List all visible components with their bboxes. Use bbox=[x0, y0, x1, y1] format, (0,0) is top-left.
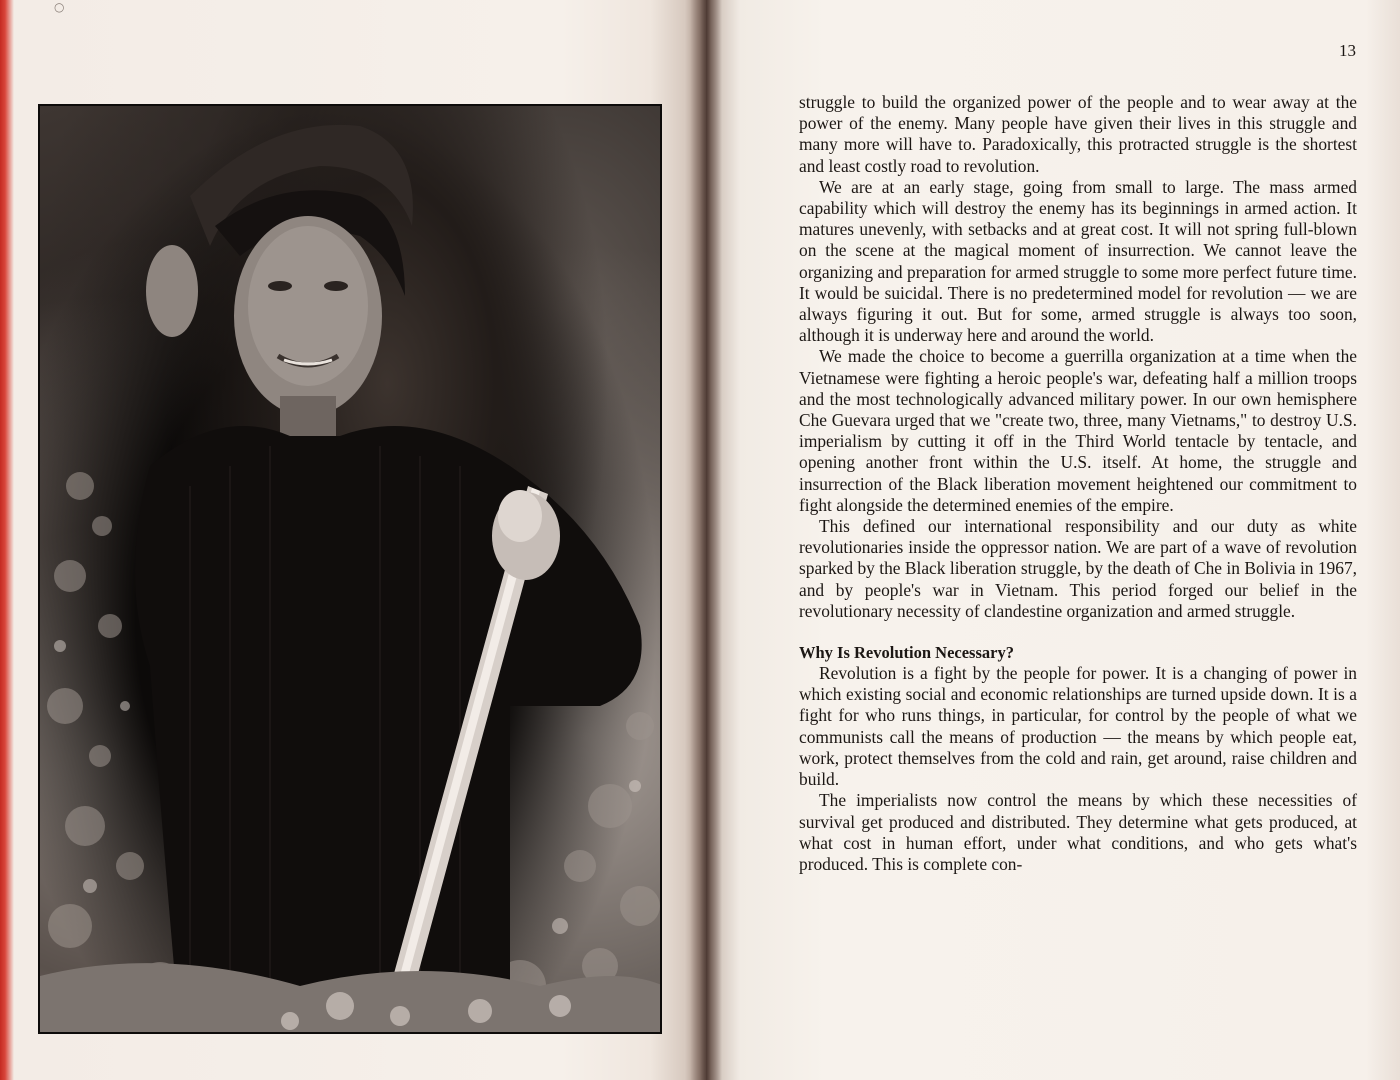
photo-illustration bbox=[40, 106, 662, 1034]
paragraph: The imperialists now control the means by which these necessities of survival get produced and distributed. They determine what gets produced, at what cost in human effort, under what conditions, and who gets what's produced. This is complete con- bbox=[799, 790, 1357, 874]
page-number: 13 bbox=[1339, 41, 1356, 60]
paragraph: We are at an early stage, going from small to large. The mass armed capability which will destroy the enemy has its beginnings in armed action. It matures unevenly, with setbacks and at great cost. It will not spring full-blown on the scene at the magical moment of insurrection. We cannot leave the organizing and preparation for armed struggle to some more perfect future time. It would be suicidal. There is no predetermined model for revolution — we are always figuring it out. But for some, armed struggle is always too soon, although it is underway here and around the world. bbox=[799, 176, 1357, 346]
section-heading: Why Is Revolution Necessary? bbox=[799, 643, 1014, 663]
paragraph: struggle to build the organized power of the people and to wear away at the power of the enemy. Many people have given their lives in this struggle and many more will have to. Paradoxically, this protracted struggle is the shortest and least costly road to revolution. bbox=[799, 92, 1357, 176]
corner-mark: ○ bbox=[54, 0, 65, 14]
book-gutter bbox=[690, 0, 722, 1080]
body-text bbox=[799, 92, 1357, 875]
photo-woman-with-hoe bbox=[38, 104, 662, 1034]
paragraph: We made the choice to become a guerrilla organization at a time when the Vietnamese were fighting a heroic people's war, defeating half a million troops and the most technologically advanced military power. In our own hemisphere Che Guevara urged that we "create two, three, many Vietnams," to destroy U.S. imperialism by cutting it off in the Third World tentacle by tentacle, and opening another front within the U.S. itself. At home, the struggle and insurrection of the Black liberation movement heightened our commitment to fight alongside the determined enemies of the empire. bbox=[799, 346, 1357, 515]
paragraph: Revolution is a fight by the people for power. It is a changing of power in which existing social and economic relationships are turned upside down. It is a fight for who runs things, in particular, for control by the people of what we communists call the means of production — the means by which people eat, work, protect themselves from the cold and rain, get around, raise children and build. bbox=[799, 663, 1357, 790]
paragraph: This defined our international responsibility and our duty as white revolutionaries inside the oppressor nation. We are part of a wave of revolution sparked by the Black liberation struggle, by the death of Che in Bolivia in 1967, and by people's war in Vietnam. This period forged our belief in the revolutionary necessity of clandestine organization and armed struggle. bbox=[799, 516, 1357, 621]
